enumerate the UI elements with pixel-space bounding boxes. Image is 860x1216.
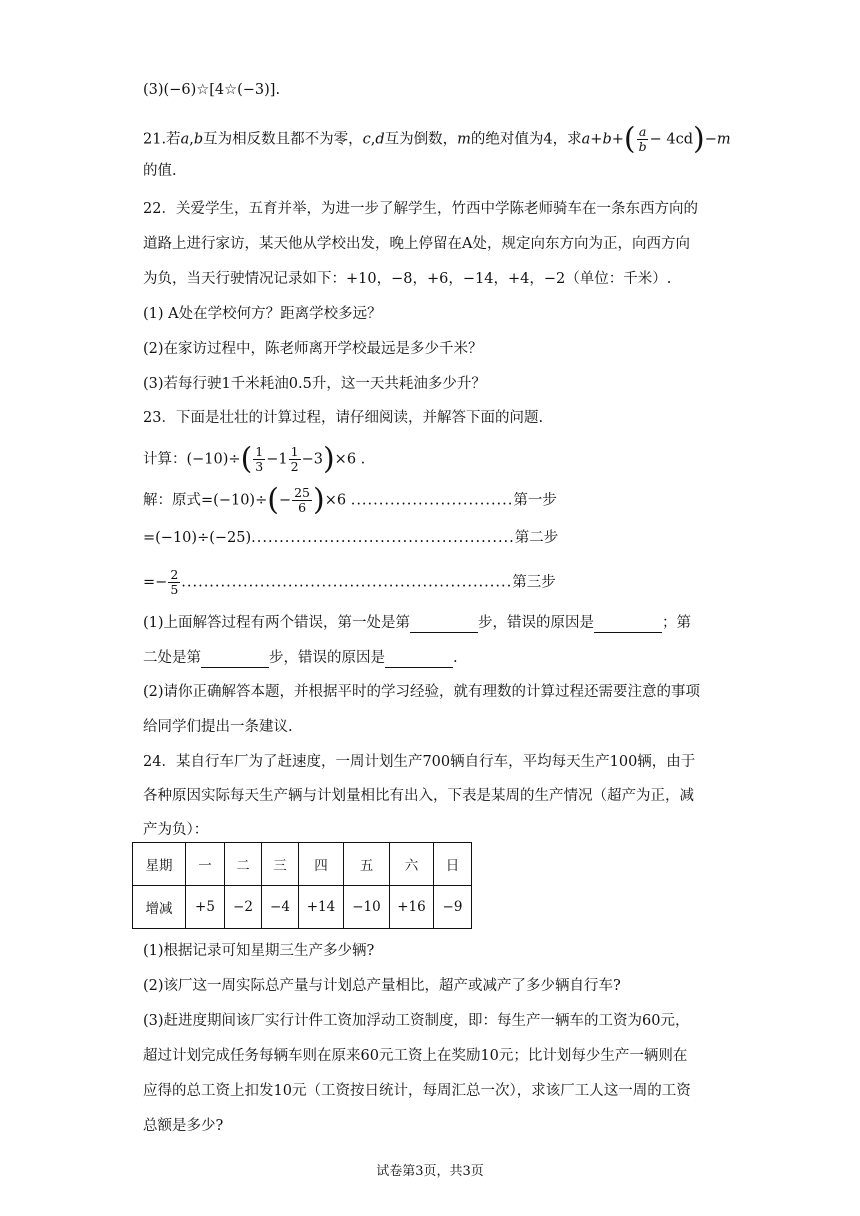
q24-sub3-line4: 总额是多少?: [143, 1118, 224, 1134]
blank-step-2[interactable]: [201, 653, 269, 668]
q23-step3: =− $\frac{2}{5}$ ...........................................................第三步: [143, 567, 556, 597]
blank-reason-2[interactable]: [385, 653, 453, 668]
table-cell: 六: [390, 843, 434, 886]
page-footer: 试卷第3页，共3页: [376, 1164, 484, 1179]
q23-q2-line1: (2)请你正确解答本题，并根据平时的学习经验，就有理数的计算过程还需要注意的事项: [143, 684, 701, 700]
q22-line1: 22．关爱学生，五育并举，为进一步了解学生，竹西中学陈老师骑车在一条东西方向的: [143, 201, 698, 217]
table-cell: 三: [262, 843, 299, 886]
table-cell: −2: [225, 886, 262, 929]
q24-sub3-line1: (3)赶进度期间该厂实行计件工资加浮动工资制度，即：每生产一辆车的工资为60元，: [143, 1013, 690, 1029]
table-cell: 四: [299, 843, 344, 886]
q24-line3: 产为负）：: [143, 822, 209, 838]
q22-sub3: (3)若每行驶1千米耗油0.5升，这一天共耗油多少升？: [143, 376, 486, 392]
q24-line1: 24．某自行车厂为了赶速度，一周计划生产700辆自行车，平均每天生产100辆，由于: [143, 754, 696, 770]
table-header-row: [133, 843, 472, 886]
table-cell: 增减: [133, 886, 186, 929]
q24-line2: 各种原因实际每天生产辆与计划量相比有出入，下表是某周的生产情况（超产为正，减: [143, 788, 694, 804]
table-cell: 日: [434, 843, 472, 886]
q21-line1: 21.若a,b互为相反数且都不为零，c,d互为倒数，m的绝对值为4，求a+b+( $\frac{a}{b}$ − 4cd)−m: [143, 121, 731, 157]
q24-sub2: (2)该厂这一周实际总产量与计划总产量相比，超产或减产了多少辆自行车?: [143, 978, 621, 994]
q22-sub1: (1) A处在学校何方？距离学校多远？: [143, 306, 382, 322]
blank-step-1[interactable]: [410, 618, 478, 633]
table-row: [133, 886, 472, 929]
blank-reason-1[interactable]: [594, 618, 662, 633]
q20-part3: (3)(−6)☆[4☆(−3)].: [143, 82, 281, 98]
q23-calc: 计算：(−10)÷( $\frac{1}{3}$ −1 $\frac{1}{2}$ −3)×6 .: [143, 441, 366, 477]
q23-q1-line1: (1)上面解答过程有两个错误，第一处是第 步，错误的原因是 ；第: [143, 615, 692, 631]
table-cell: −9: [434, 886, 472, 929]
table-cell: 二: [225, 843, 262, 886]
q22-line2: 道路上进行家访，某天他从学校出发，晚上停留在A处，规定向东方向为正，向西方向: [143, 236, 690, 252]
q24-sub3-line2: 超过计划完成任务每辆车则在原来60元工资上在奖励10元；比计划每少生产一辆则在: [143, 1048, 688, 1064]
table-cell: 一: [186, 843, 225, 886]
table-cell: 五: [344, 843, 390, 886]
table-cell: +14: [299, 886, 344, 929]
table-cell: 星期: [133, 843, 186, 886]
q23-step2: =(−10)÷(−25)...............................................第二步: [143, 530, 559, 546]
q23-q1-line2: 二处是第 步，错误的原因是 .: [143, 650, 458, 666]
table-cell: +5: [186, 886, 225, 929]
q21-fraction: $\frac{a}{b}$: [638, 124, 647, 154]
q23-step1: 解：原式=(−10)÷(− $\frac{25}{6}$ )×6 .............................第一步: [143, 482, 557, 518]
table-cell: −4: [262, 886, 299, 929]
table-cell: −10: [344, 886, 390, 929]
q23-intro: 23．下面是壮壮的计算过程，请仔细阅读，并解答下面的问题.: [143, 410, 544, 426]
production-table: [132, 842, 472, 929]
q23-q2-line2: 给同学们提出一条建议.: [143, 719, 293, 735]
q22-line3: 为负，当天行驶情况记录如下：+10，−8，+6，−14，+4，−2（单位：千米）.: [143, 271, 672, 287]
table-cell: +16: [390, 886, 434, 929]
q22-sub2: (2)在家访过程中，陈老师离开学校最远是多少千米？: [143, 341, 483, 357]
q21-line2: 的值.: [143, 163, 177, 179]
q24-sub3-line3: 应得的总工资上扣发10元（工资按日统计，每周汇总一次），求该厂工人这一周的工资: [143, 1083, 691, 1099]
q24-sub1: (1)根据记录可知星期三生产多少辆?: [143, 943, 375, 959]
